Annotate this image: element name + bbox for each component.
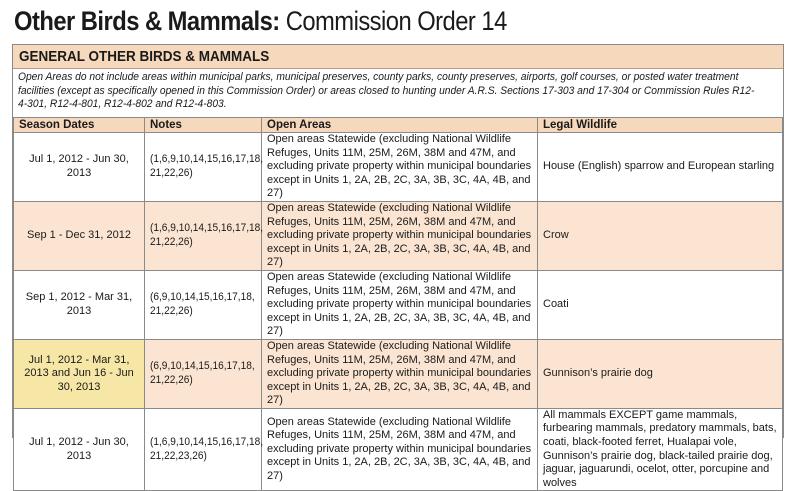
page-title-rest: Commission Order 14 xyxy=(279,6,507,36)
notes-cell xyxy=(145,133,262,202)
season-dates-cell-highlighted: Jul 1, 2012 - Mar 31, 2013 and Jun 16 - Jun 30, 2013 xyxy=(14,339,145,408)
legal-wildlife-cell: House (English) sparrow and European starling xyxy=(538,133,783,202)
notes-cell xyxy=(145,408,262,491)
notes-cell xyxy=(145,201,262,270)
commission-order-panel xyxy=(12,44,784,489)
header-open-areas: Open Areas xyxy=(262,118,538,133)
page-title-bold: Other Birds & Mammals: xyxy=(14,6,280,36)
open-areas-cell: Open areas Statewide (excluding National Wildlife Refuges, Units 11M, 25M, 26M, 38M and 47M, and excluding private property within municipal boundaries except in Units 1, 2A, 2B, 2C, 3A, 3B, 3C, 4A, 4B, and 27) xyxy=(262,270,538,339)
notes-text: (1,6,9,10,14,15,16,17,18, 21,22,26) xyxy=(150,153,264,179)
notes-cell xyxy=(145,270,262,339)
open-areas-cell: Open areas Statewide (excluding National Wildlife Refuges, Units 11M, 25M, 26M, 38M and 47M, and excluding private property within municipal boundaries except in Units 1, 2A, 2B, 2C, 3A, 3B, 3C, 4A, 4B, and 27) xyxy=(262,201,538,270)
table-row xyxy=(14,408,783,491)
season-dates-cell: Sep 1, 2012 - Mar 31, 2013 xyxy=(14,270,145,339)
open-areas-cell: Open areas Statewide (excluding National Wildlife Refuges, Units 11M, 25M, 26M, 38M and 47M, and excluding private property within municipal boundaries except in Units 1, 2A, 2B, 2C, 3A, 3B, 3C, 4A, 4B, and 27) xyxy=(262,408,538,491)
legal-wildlife-cell: Coati xyxy=(538,270,783,339)
legal-wildlife-cell: Gunnison’s prairie dog xyxy=(538,339,783,408)
legal-wildlife-cell: Crow xyxy=(538,201,783,270)
header-season-dates: Season Dates xyxy=(14,118,145,133)
table-row xyxy=(14,270,783,339)
table-row xyxy=(14,339,783,408)
open-areas-cell: Open areas Statewide (excluding National Wildlife Refuges, Units 11M, 25M, 26M, 38M and 47M, and excluding private property within municipal boundaries except in Units 1, 2A, 2B, 2C, 3A, 3B, 3C, 4A, 4B, and 27) xyxy=(262,133,538,202)
legal-wildlife-cell: All mammals EXCEPT game mammals, furbearing mammals, predatory mammals, bats, coati, black-footed ferret, Hualapai vole, Gunnison’s prairie dog, black-tailed prairie dog, jaguar, jaguarundi, ocelot, otter, porcupine and wolves xyxy=(538,408,783,491)
season-dates-cell: Jul 1, 2012 - Jun 30, 2013 xyxy=(14,133,145,202)
table-header-row xyxy=(14,118,783,133)
header-notes: Notes xyxy=(145,118,262,133)
notes-text: (6,9,10,14,15,16,17,18, 21,22,26) xyxy=(150,291,255,317)
table-row xyxy=(14,201,783,270)
header-legal-wildlife: Legal Wildlife xyxy=(538,118,783,133)
section-title: GENERAL OTHER BIRDS & MAMMALS xyxy=(19,48,270,65)
notes-text: (1,6,9,10,14,15,16,17,18, 21,22,26) xyxy=(150,222,264,248)
notes-cell xyxy=(145,339,262,408)
season-dates-cell: Sep 1 - Dec 31, 2012 xyxy=(14,201,145,270)
table-row xyxy=(14,133,783,202)
section-intro-text: Open Areas do not include areas within municipal parks, municipal preserves, county parks, county preserves, airports, golf courses, or posted water treatment facilities (except as specifically opened in this Commission Order) or areas closed to hunting under A.R.S. Sections 17-303 and 17-304 or Commission Rules R12-4-301, R12-4-801, R12-4-802 and R12-4-803. xyxy=(18,71,755,110)
notes-text: (1,6,9,10,14,15,16,17,18, 21,22,23,26) xyxy=(150,436,264,462)
open-areas-cell: Open areas Statewide (excluding National Wildlife Refuges, Units 11M, 25M, 26M, 38M and 47M, and excluding private property within municipal boundaries except in Units 1, 2A, 2B, 2C, 3A, 3B, 3C, 4A, 4B, and 27) xyxy=(262,339,538,408)
regulations-table xyxy=(13,117,783,491)
page-title xyxy=(14,4,507,38)
section-header-bar xyxy=(13,45,783,69)
notes-text: (6,9,10,14,15,16,17,18, 21,22,26) xyxy=(150,360,255,386)
season-dates-cell: Jul 1, 2012 - Jun 30, 2013 xyxy=(14,408,145,491)
